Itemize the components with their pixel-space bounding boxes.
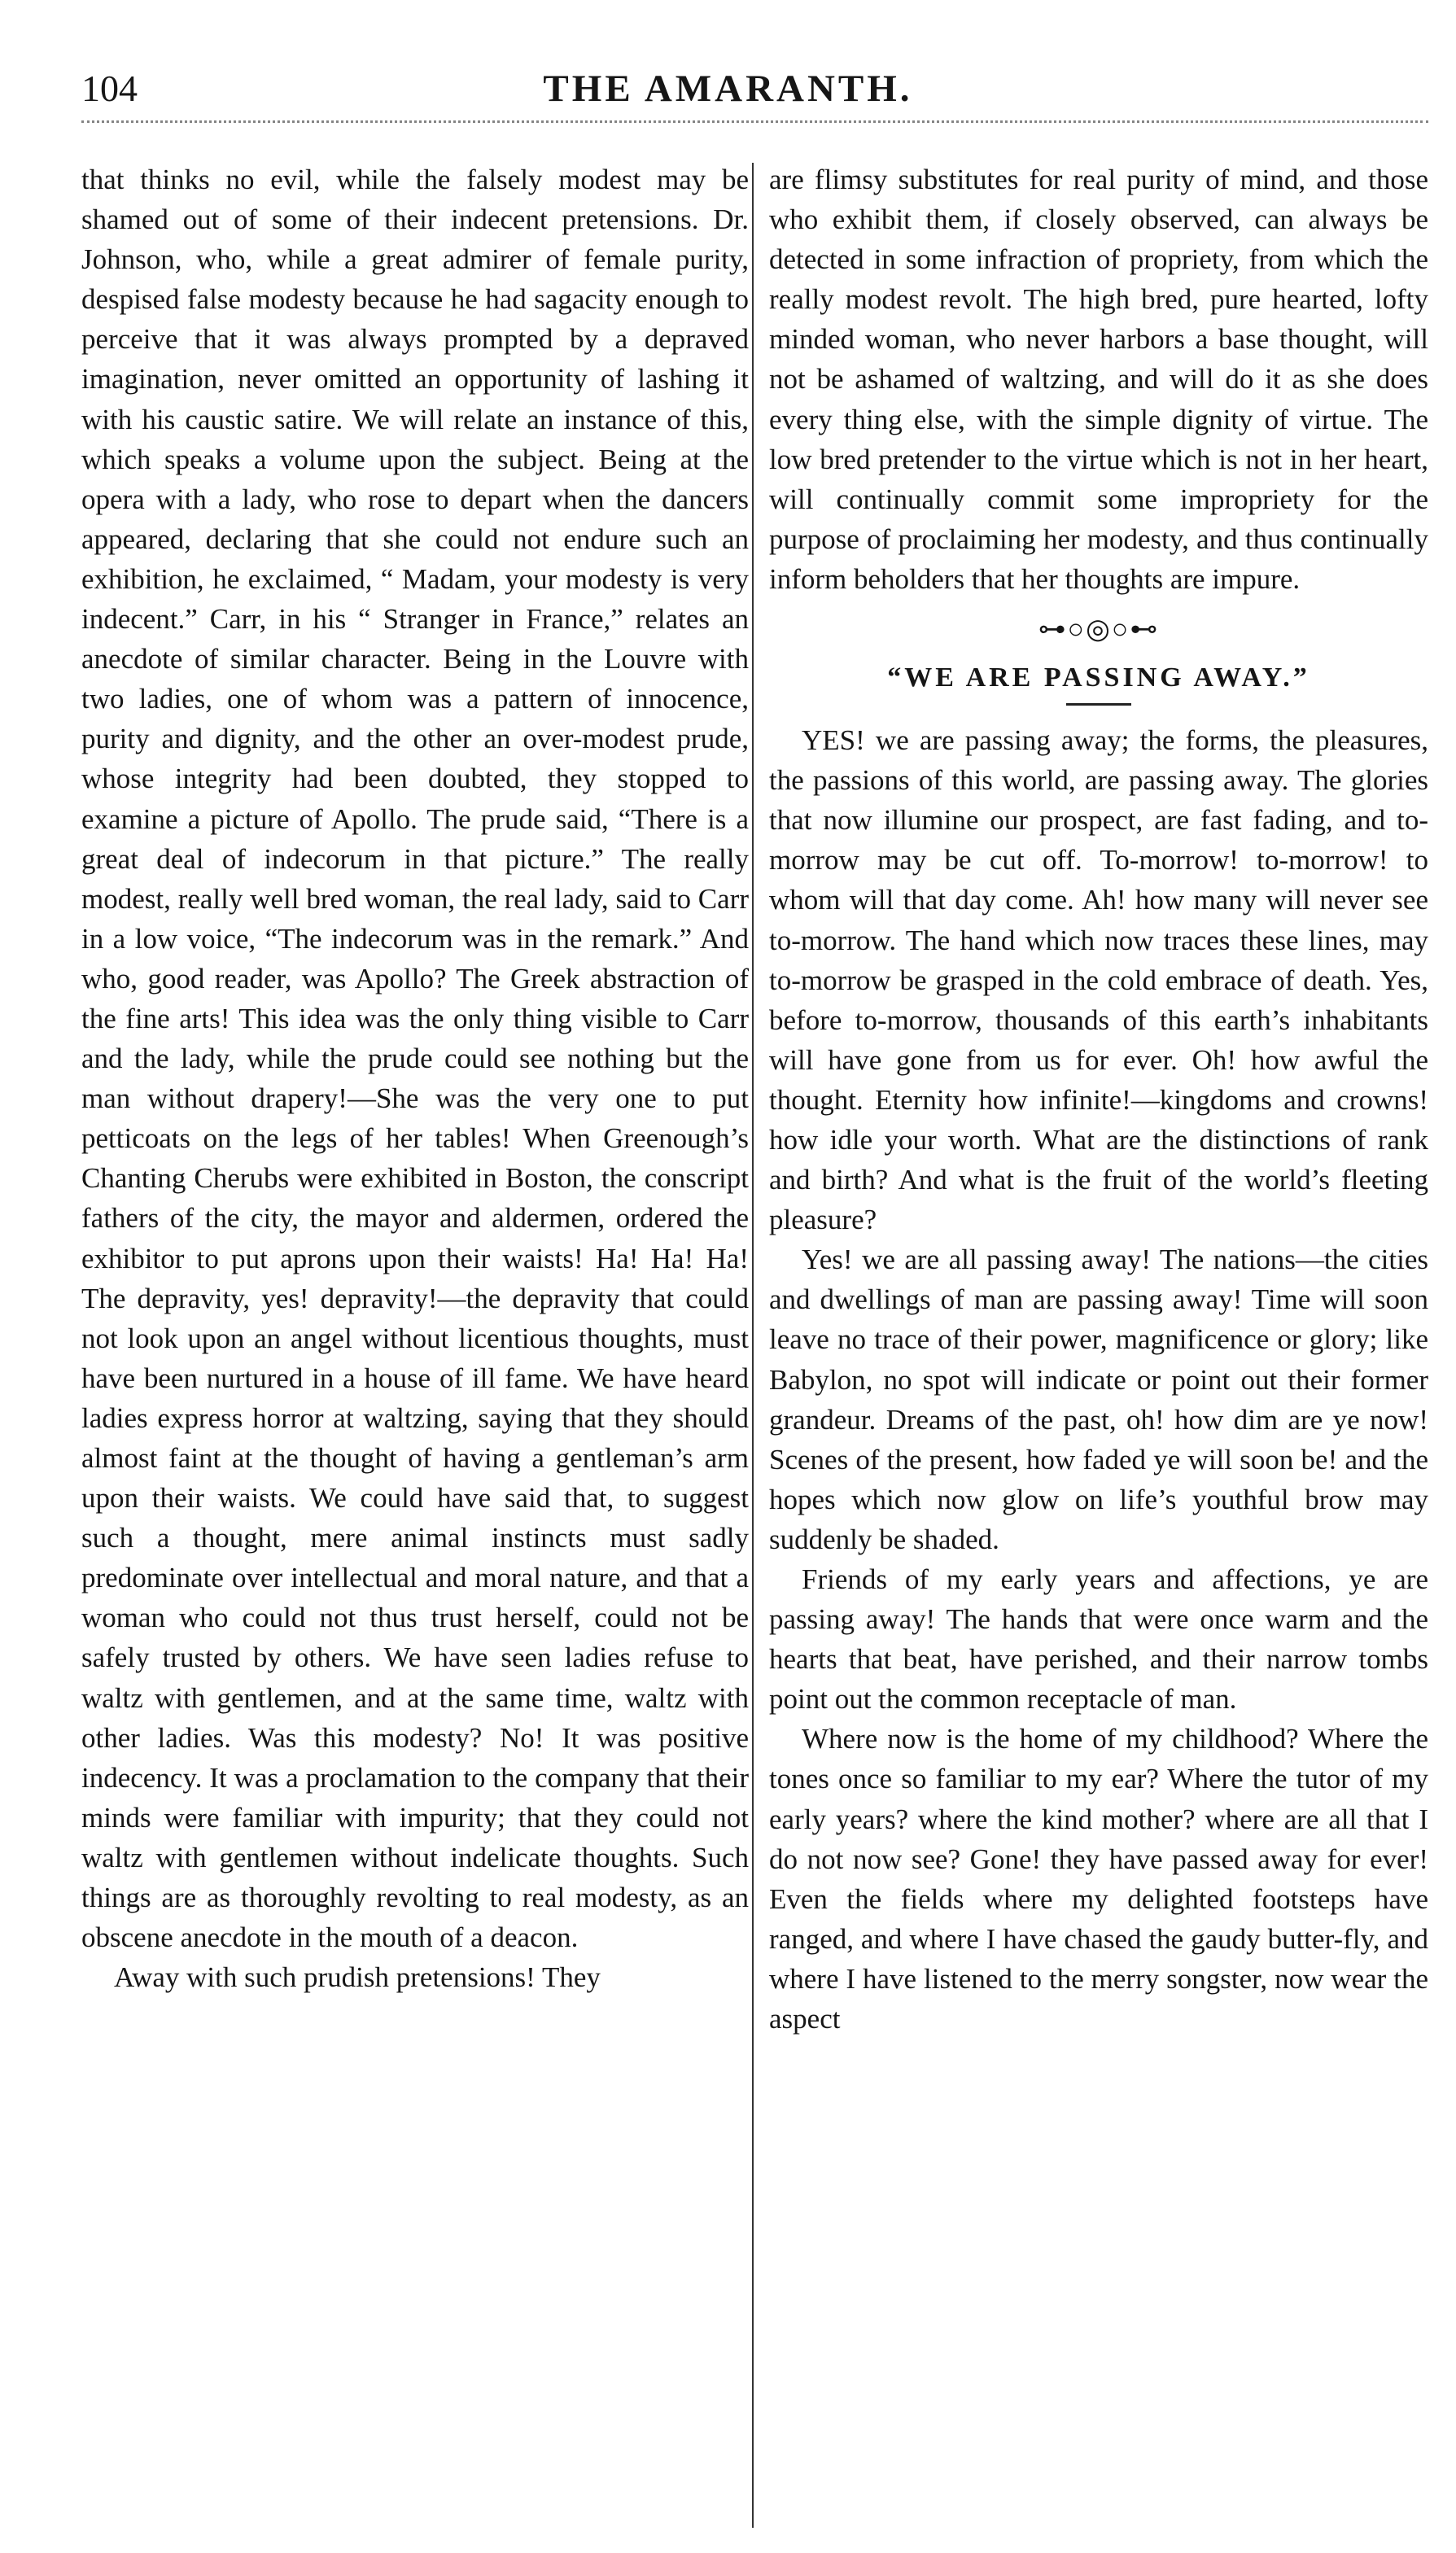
right-paragraph-4: Friends of my early years and affections, ye are passing away! The hands that were once warm and the hearts that beat, have perished, and their narrow tombs point out the common receptacle of man. xyxy=(769,1563,1428,1716)
left-column xyxy=(81,160,749,1997)
left-paragraph-1: that thinks no evil, while the falsely modest may be shamed out of some of their indecent pretensions. Dr. Johnson, who, while a great admirer of female purity, despised false modesty because he had sagacity enough to perceive that it was always prompted by a depraved imagination, never omitted an opportunity of lashing it with his caustic satire. We will relate an instance of this, which speaks a volume upon the subject. Being at the opera with a lady, who rose to depart when the dancers appeared, declaring that she could not endure such an exhibition, he exclaimed, “ Madam, your modesty is very indecent.” Carr, in his “ Stranger in France,” relates an anecdote of similar character. Being in the Louvre with two ladies, one of whom was a pattern of innocence, purity and dignity, and the other an over-modest prude, whose integrity had been doubted, they stopped to examine a picture of Apollo. The prude said, “There is a great deal of indecorum in that picture.” The really modest, really well bred woman, the real lady, said to Carr in a low voice, “The indecorum was in the remark.” And who, good reader, was Apollo? The Greek abstraction of the fine arts! This idea was the only thing visible to Carr and the lady, while the prude could see nothing but the man without drapery!—She was the very one to put petticoats on the legs of her tables! When Greenough’s Chanting Cherubs were exhibited in Boston, the conscript fathers of the city, the mayor and aldermen, ordered the exhibitor to put aprons upon their waists! Ha! Ha! Ha! The depravity, yes! depravity!—the depravity that could not look upon an angel without licentious thoughts, must have been nurtured in a house of ill fame. We have heard ladies express horror at waltzing, saying that they should almost faint at the thought of having a gentleman’s arm upon their waists. We could have said that, to suggest such a thought, mere animal instincts must sadly predominate over intellectual and moral nature, and that a woman who could not thus trust herself, could not be safely trusted by others. We have seen ladies refuse to waltz with gentlemen, and at the same time, waltz with other ladies. Was this modesty? No! It was positive indecency. It was a proclamation to the company that their minds were familiar with impurity; that they could not waltz with gentlemen without indelicate thoughts. Such things are as thoroughly revolting to real modesty, as an obscene anecdote in the mouth of a deacon. xyxy=(81,164,749,1954)
header-rule xyxy=(81,120,1428,123)
right-paragraph-1: are flimsy substitutes for real purity of mind, and those who exhibit them, if closely observed, can always be detected in some infraction of propriety, from which the really modest revolt. The high bred, pure hearted, lofty minded woman, who never harbors a base thought, will not be ashamed of waltzing, and will do it as she does every thing else, with the simple dignity of virtue. The low bred pretender to the virtue which is not in her heart, will continually commit some impropriety for the purpose of proclaiming her modesty, and thus continually inform beholders that her thoughts are impure. xyxy=(769,164,1428,595)
column-divider xyxy=(752,163,754,2528)
ornament-divider: ⊶○◎○⊷ xyxy=(1038,614,1160,645)
right-paragraph-5: Where now is the home of my childhood? Where the tones once so familiar to my ear? Where the tutor of my early years? where the kind mother? where are all that I do not now see? Gone! they have passed away for ever! Even the fields where my delighted footsteps have ranged, and where I have chased the gaudy butter-fly, and where I have listened to the merry songster, now wear the aspect xyxy=(769,1723,1428,2035)
right-paragraph-3: Yes! we are all passing away! The nations—the cities and dwellings of man are passing away! Time will soon leave no trace of their power, magnificence or glory; like Babylon, no spot will indicate or point out their former grandeur. Dreams of the past, oh! how dim are ye now! Scenes of the present, how faded ye will soon be! and the hopes which now glow on life’s youthful brow may suddenly be shaded. xyxy=(769,1244,1428,1555)
running-head: THE AMARANTH. xyxy=(543,68,913,110)
title-rule xyxy=(1066,703,1131,706)
left-paragraph-2: Away with such prudish pretensions! They xyxy=(114,1961,601,1994)
right-paragraph-2: YES! we are passing away; the forms, the pleasures, the passions of this world, are passing away. The glories that now illumine our prospect, are fast fading, and to-morrow may be cut off. To-morrow! to-morrow! to whom will that day come. Ah! how many will never see to-morrow. The hand which now traces these lines, may to-morrow be grasped in the cold embrace of death. Yes, before to-morrow, thousands of this earth’s inhabitants will have gone from us for ever. Oh! how awful the thought. Eternity how infinite!—kingdoms and crowns! how idle your worth. What are the distinctions of rank and birth? And what is the fruit of the world’s fleeting pleasure? xyxy=(769,724,1428,1236)
article-title: “WE ARE PASSING AWAY.” xyxy=(887,662,1310,693)
right-column xyxy=(769,160,1428,2039)
page-number: 104 xyxy=(81,68,138,109)
